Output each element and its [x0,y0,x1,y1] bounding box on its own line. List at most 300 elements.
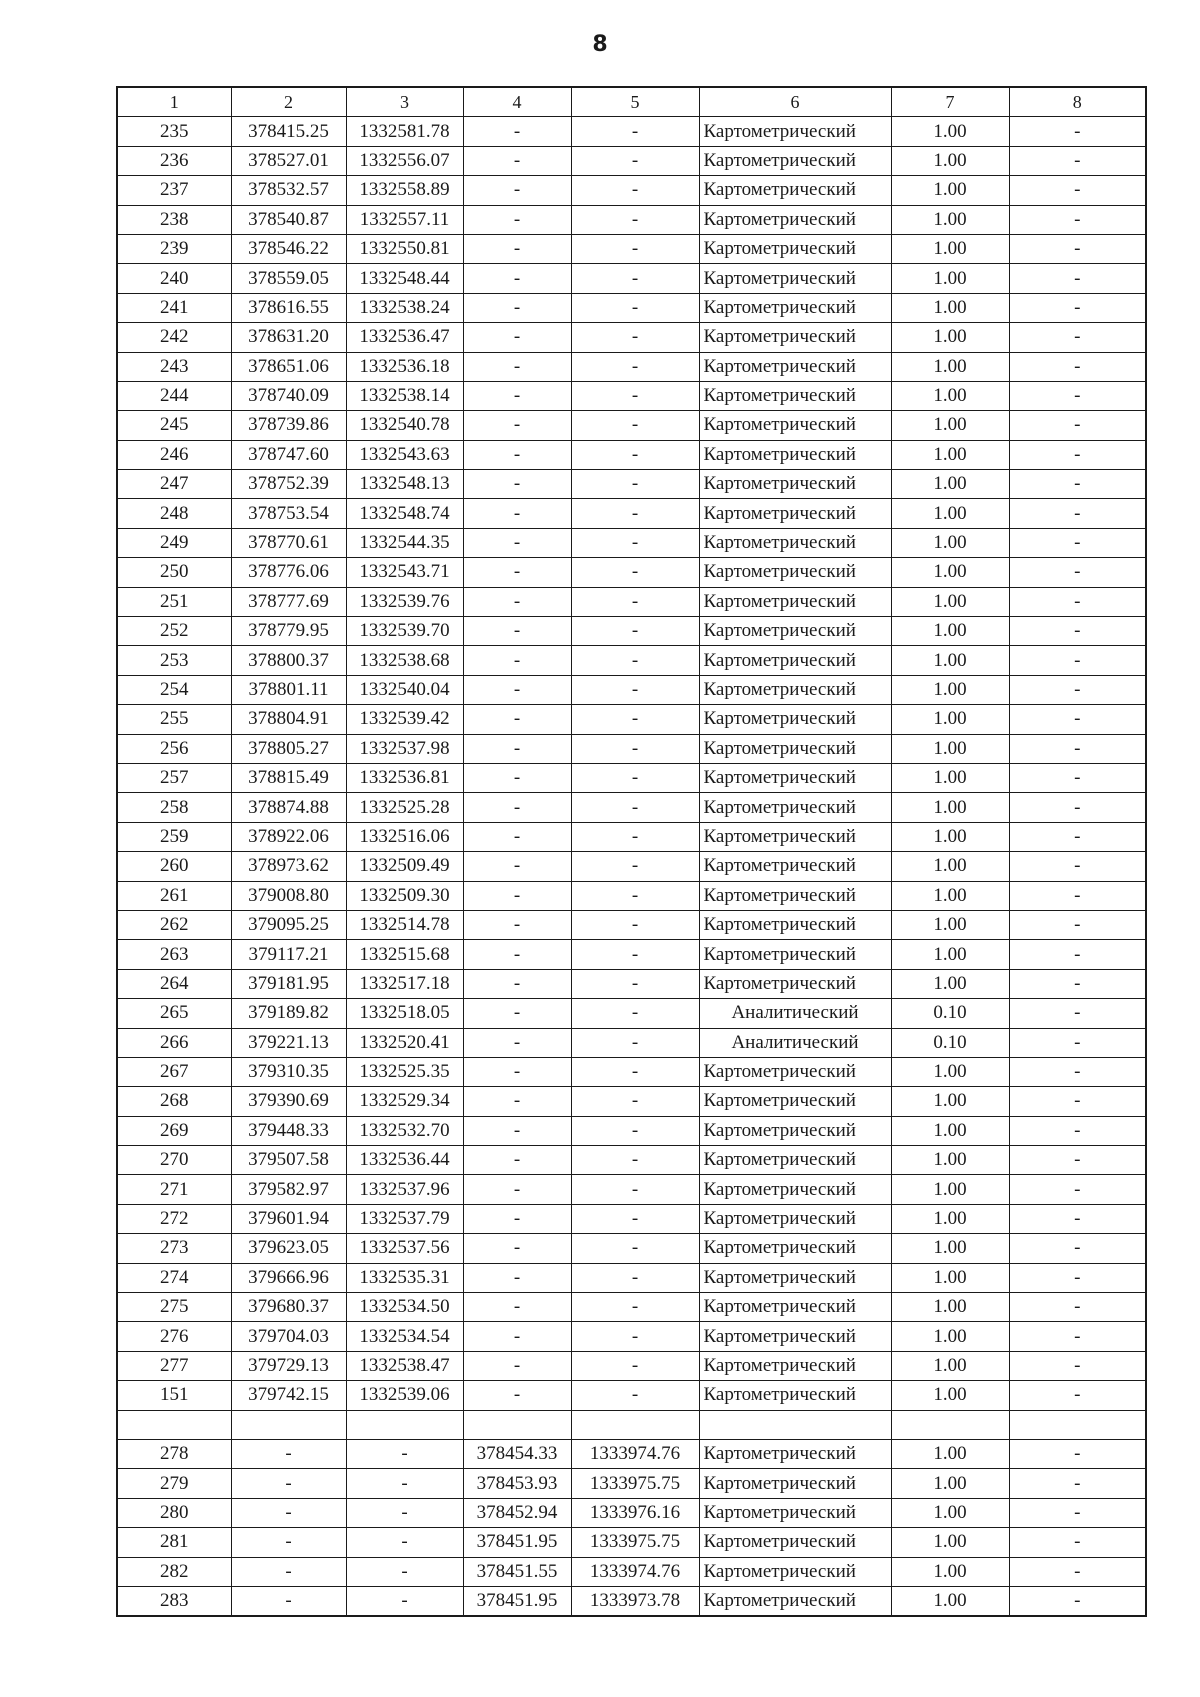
description-cell: - [1009,1322,1146,1351]
y-existing-cell: 1332536.44 [346,1146,463,1175]
table-row [117,940,1146,969]
point-number-cell: 270 [117,1146,231,1175]
description-cell: - [1009,470,1146,499]
x-existing-cell [231,1410,346,1439]
method-cell: Картометрический [699,293,891,322]
point-number-cell: 236 [117,146,231,175]
y-existing-cell: 1332538.24 [346,293,463,322]
point-number-cell: 251 [117,587,231,616]
accuracy-cell: 1.00 [891,146,1009,175]
y-new-cell: 1333973.78 [571,1586,699,1616]
table-row [117,264,1146,293]
y-existing-cell: 1332537.56 [346,1234,463,1263]
y-new-cell: - [571,705,699,734]
point-number-cell: 243 [117,352,231,381]
x-existing-cell: 379221.13 [231,1028,346,1057]
accuracy-cell: 1.00 [891,323,1009,352]
table-row [117,1557,1146,1586]
method-cell: Картометрический [699,1263,891,1292]
x-new-cell: - [463,234,571,263]
x-existing-cell: 379729.13 [231,1351,346,1380]
method-cell: Картометрический [699,176,891,205]
header-cell: 3 [346,87,463,117]
y-existing-cell: 1332536.18 [346,352,463,381]
x-new-cell: - [463,1381,571,1410]
x-existing-cell: 379310.35 [231,1057,346,1086]
point-number-cell: 258 [117,793,231,822]
method-cell [699,1410,891,1439]
accuracy-cell: 1.00 [891,910,1009,939]
y-existing-cell: 1332537.96 [346,1175,463,1204]
method-cell: Аналитический [699,999,891,1028]
method-cell: Картометрический [699,381,891,410]
x-new-cell: - [463,499,571,528]
x-new-cell: 378452.94 [463,1498,571,1527]
accuracy-cell: 1.00 [891,940,1009,969]
x-new-cell: - [463,1322,571,1351]
point-number-cell: 244 [117,381,231,410]
point-number-cell: 266 [117,1028,231,1057]
y-existing-cell: - [346,1586,463,1616]
x-existing-cell: 378616.55 [231,293,346,322]
accuracy-cell: 1.00 [891,352,1009,381]
table-row [117,705,1146,734]
y-new-cell: - [571,440,699,469]
accuracy-cell: 1.00 [891,1322,1009,1351]
table-row [117,763,1146,792]
accuracy-cell: 1.00 [891,1146,1009,1175]
table-row [117,1498,1146,1527]
y-new-cell: - [571,763,699,792]
x-new-cell: - [463,1293,571,1322]
y-existing-cell [346,1410,463,1439]
y-new-cell: - [571,499,699,528]
description-cell: - [1009,734,1146,763]
description-cell: - [1009,234,1146,263]
point-number-cell: 265 [117,999,231,1028]
method-cell: Картометрический [699,705,891,734]
x-existing-cell: 378651.06 [231,352,346,381]
point-number-cell: 278 [117,1439,231,1468]
table-row [117,1175,1146,1204]
x-existing-cell: 378805.27 [231,734,346,763]
method-cell: Картометрический [699,646,891,675]
accuracy-cell: 1.00 [891,234,1009,263]
x-new-cell: - [463,411,571,440]
x-new-cell: - [463,734,571,763]
method-cell: Картометрический [699,940,891,969]
y-existing-cell: 1332509.30 [346,881,463,910]
y-new-cell: - [571,1263,699,1292]
x-new-cell: - [463,793,571,822]
point-number-cell: 283 [117,1586,231,1616]
accuracy-cell: 1.00 [891,264,1009,293]
x-existing-cell: - [231,1469,346,1498]
x-existing-cell: 379666.96 [231,1263,346,1292]
y-new-cell: - [571,999,699,1028]
table-row [117,1263,1146,1292]
header-cell: 6 [699,87,891,117]
description-cell: - [1009,587,1146,616]
accuracy-cell: 0.10 [891,1028,1009,1057]
table-row [117,176,1146,205]
y-existing-cell: 1332534.50 [346,1293,463,1322]
y-existing-cell: 1332535.31 [346,1263,463,1292]
point-number-cell: 264 [117,969,231,998]
y-new-cell [571,1410,699,1439]
x-existing-cell: 378776.06 [231,558,346,587]
y-existing-cell: 1332514.78 [346,910,463,939]
point-number-cell: 267 [117,1057,231,1086]
x-existing-cell: 379601.94 [231,1204,346,1233]
accuracy-cell: 1.00 [891,822,1009,851]
table-row [117,1116,1146,1145]
table-row [117,910,1146,939]
page-number: 8 [592,32,608,57]
description-cell: - [1009,881,1146,910]
point-number-cell [117,1410,231,1439]
x-existing-cell: 378804.91 [231,705,346,734]
table-row [117,1439,1146,1468]
method-cell: Картометрический [699,411,891,440]
point-number-cell: 247 [117,470,231,499]
description-cell: - [1009,146,1146,175]
x-existing-cell: 378739.86 [231,411,346,440]
method-cell: Картометрический [699,587,891,616]
x-new-cell: 378454.33 [463,1439,571,1468]
point-number-cell: 255 [117,705,231,734]
description-cell: - [1009,940,1146,969]
point-number-cell: 248 [117,499,231,528]
point-number-cell: 237 [117,176,231,205]
accuracy-cell: 1.00 [891,1469,1009,1498]
accuracy-cell: 1.00 [891,617,1009,646]
accuracy-cell: 1.00 [891,293,1009,322]
x-new-cell: - [463,1146,571,1175]
point-number-cell: 261 [117,881,231,910]
y-new-cell: - [571,1057,699,1086]
description-cell: - [1009,440,1146,469]
description-cell: - [1009,1469,1146,1498]
point-number-cell: 275 [117,1293,231,1322]
y-existing-cell: - [346,1557,463,1586]
x-new-cell: - [463,881,571,910]
point-number-cell: 281 [117,1528,231,1557]
y-existing-cell: 1332509.49 [346,852,463,881]
header-cell: 4 [463,87,571,117]
x-new-cell: - [463,1204,571,1233]
y-existing-cell: 1332543.71 [346,558,463,587]
method-cell: Картометрический [699,234,891,263]
x-new-cell: - [463,675,571,704]
point-number-cell: 254 [117,675,231,704]
y-existing-cell: 1332529.34 [346,1087,463,1116]
x-existing-cell: 379095.25 [231,910,346,939]
y-new-cell: - [571,1204,699,1233]
point-number-cell: 239 [117,234,231,263]
accuracy-cell: 1.00 [891,205,1009,234]
y-new-cell: - [571,528,699,557]
description-cell: - [1009,646,1146,675]
x-existing-cell: 378740.09 [231,381,346,410]
method-cell: Картометрический [699,558,891,587]
table-row [117,617,1146,646]
y-existing-cell: - [346,1528,463,1557]
y-new-cell: - [571,470,699,499]
x-existing-cell: 379582.97 [231,1175,346,1204]
x-new-cell: - [463,910,571,939]
description-cell: - [1009,1351,1146,1380]
x-existing-cell: - [231,1557,346,1586]
method-cell: Аналитический [699,1028,891,1057]
y-existing-cell: 1332544.35 [346,528,463,557]
method-cell: Картометрический [699,323,891,352]
y-new-cell: - [571,1234,699,1263]
accuracy-cell: 1.00 [891,1439,1009,1468]
point-number-cell: 279 [117,1469,231,1498]
method-cell: Картометрический [699,470,891,499]
description-cell: - [1009,1087,1146,1116]
table-row [117,1410,1146,1439]
accuracy-cell: 1.00 [891,1351,1009,1380]
y-existing-cell: 1332536.81 [346,763,463,792]
accuracy-cell [891,1410,1009,1439]
header-cell: 8 [1009,87,1146,117]
description-cell: - [1009,763,1146,792]
x-existing-cell: 379623.05 [231,1234,346,1263]
table-row [117,411,1146,440]
x-existing-cell: - [231,1439,346,1468]
point-number-cell: 280 [117,1498,231,1527]
table-row [117,352,1146,381]
x-existing-cell: 378770.61 [231,528,346,557]
y-new-cell: - [571,940,699,969]
method-cell: Картометрический [699,763,891,792]
y-existing-cell: 1332532.70 [346,1116,463,1145]
x-existing-cell: 379390.69 [231,1087,346,1116]
table-header [117,87,1146,117]
x-new-cell: - [463,264,571,293]
y-new-cell: - [571,1293,699,1322]
method-cell: Картометрический [699,117,891,146]
x-existing-cell: 378747.60 [231,440,346,469]
x-new-cell: - [463,969,571,998]
x-existing-cell: 378753.54 [231,499,346,528]
point-number-cell: 242 [117,323,231,352]
x-existing-cell: 379181.95 [231,969,346,998]
x-existing-cell: 379507.58 [231,1146,346,1175]
point-number-cell: 151 [117,1381,231,1410]
point-number-cell: 252 [117,617,231,646]
description-cell [1009,1410,1146,1439]
accuracy-cell: 1.00 [891,1116,1009,1145]
point-number-cell: 241 [117,293,231,322]
description-cell: - [1009,793,1146,822]
x-existing-cell: 378874.88 [231,793,346,822]
y-new-cell: - [571,910,699,939]
y-new-cell: - [571,352,699,381]
x-new-cell: - [463,587,571,616]
description-cell: - [1009,1439,1146,1468]
accuracy-cell: 0.10 [891,999,1009,1028]
y-new-cell: - [571,381,699,410]
accuracy-cell: 1.00 [891,793,1009,822]
y-existing-cell: 1332534.54 [346,1322,463,1351]
description-cell: - [1009,1028,1146,1057]
point-number-cell: 238 [117,205,231,234]
method-cell: Картометрический [699,1351,891,1380]
y-existing-cell: 1332548.44 [346,264,463,293]
point-number-cell: 282 [117,1557,231,1586]
description-cell: - [1009,558,1146,587]
point-number-cell: 240 [117,264,231,293]
y-new-cell: - [571,1322,699,1351]
point-number-cell: 263 [117,940,231,969]
description-cell: - [1009,675,1146,704]
coordinates-table [116,86,1147,1617]
x-new-cell: - [463,558,571,587]
y-new-cell: - [571,734,699,763]
x-new-cell: - [463,440,571,469]
y-existing-cell: 1332525.28 [346,793,463,822]
y-new-cell: - [571,234,699,263]
x-existing-cell: 378546.22 [231,234,346,263]
table-row [117,969,1146,998]
table-row [117,1528,1146,1557]
method-cell: Картометрический [699,1439,891,1468]
accuracy-cell: 1.00 [891,1087,1009,1116]
method-cell: Картометрический [699,1234,891,1263]
x-new-cell: - [463,470,571,499]
point-number-cell: 268 [117,1087,231,1116]
x-new-cell: - [463,646,571,675]
description-cell: - [1009,1498,1146,1527]
y-new-cell: - [571,793,699,822]
accuracy-cell: 1.00 [891,499,1009,528]
accuracy-cell: 1.00 [891,587,1009,616]
x-new-cell: - [463,352,571,381]
method-cell: Картометрический [699,1528,891,1557]
x-new-cell: - [463,146,571,175]
method-cell: Картометрический [699,1175,891,1204]
table-row [117,528,1146,557]
table-row [117,675,1146,704]
y-existing-cell: 1332556.07 [346,146,463,175]
description-cell: - [1009,117,1146,146]
description-cell: - [1009,1116,1146,1145]
y-existing-cell: - [346,1498,463,1527]
description-cell: - [1009,1557,1146,1586]
description-cell: - [1009,1204,1146,1233]
accuracy-cell: 1.00 [891,646,1009,675]
x-existing-cell: 378777.69 [231,587,346,616]
table-row [117,822,1146,851]
method-cell: Картометрический [699,1586,891,1616]
point-number-cell: 256 [117,734,231,763]
accuracy-cell: 1.00 [891,1175,1009,1204]
table-row [117,323,1146,352]
y-new-cell: - [571,1116,699,1145]
description-cell: - [1009,1234,1146,1263]
x-existing-cell: 378779.95 [231,617,346,646]
accuracy-cell: 1.00 [891,1586,1009,1616]
y-new-cell: - [571,1351,699,1380]
point-number-cell: 276 [117,1322,231,1351]
y-new-cell: - [571,969,699,998]
x-new-cell: - [463,381,571,410]
description-cell: - [1009,1263,1146,1292]
accuracy-cell: 1.00 [891,440,1009,469]
table-row [117,1381,1146,1410]
table-row [117,999,1146,1028]
accuracy-cell: 1.00 [891,117,1009,146]
x-existing-cell: - [231,1586,346,1616]
y-existing-cell: 1332548.74 [346,499,463,528]
header-row [117,87,1146,117]
y-existing-cell: 1332518.05 [346,999,463,1028]
description-cell: - [1009,1528,1146,1557]
method-cell: Картометрический [699,1204,891,1233]
table-row [117,646,1146,675]
method-cell: Картометрический [699,822,891,851]
x-existing-cell: 378801.11 [231,675,346,704]
table-row [117,587,1146,616]
y-new-cell: 1333974.76 [571,1557,699,1586]
x-new-cell: - [463,117,571,146]
header-cell: 7 [891,87,1009,117]
description-cell: - [1009,499,1146,528]
table-row [117,499,1146,528]
description-cell: - [1009,705,1146,734]
point-number-cell: 260 [117,852,231,881]
x-existing-cell: 378922.06 [231,822,346,851]
y-existing-cell: - [346,1439,463,1468]
table-row [117,1469,1146,1498]
x-existing-cell: - [231,1528,346,1557]
x-new-cell: - [463,1028,571,1057]
y-existing-cell: 1332548.13 [346,470,463,499]
y-new-cell: - [571,646,699,675]
header-cell: 1 [117,87,231,117]
x-new-cell: - [463,1351,571,1380]
y-existing-cell: 1332539.06 [346,1381,463,1410]
x-existing-cell: - [231,1498,346,1527]
description-cell: - [1009,528,1146,557]
table-row [117,440,1146,469]
x-new-cell: - [463,1087,571,1116]
y-new-cell: - [571,323,699,352]
accuracy-cell: 1.00 [891,1204,1009,1233]
method-cell: Картометрический [699,205,891,234]
y-existing-cell: 1332537.79 [346,1204,463,1233]
y-existing-cell: 1332525.35 [346,1057,463,1086]
point-number-cell: 253 [117,646,231,675]
accuracy-cell: 1.00 [891,852,1009,881]
y-new-cell: - [571,1175,699,1204]
y-new-cell: - [571,617,699,646]
y-new-cell: - [571,1028,699,1057]
x-new-cell: - [463,293,571,322]
accuracy-cell: 1.00 [891,705,1009,734]
description-cell: - [1009,352,1146,381]
x-existing-cell: 378815.49 [231,763,346,792]
y-new-cell: - [571,1146,699,1175]
x-new-cell: - [463,176,571,205]
y-existing-cell: 1332543.63 [346,440,463,469]
method-cell: Картометрический [699,910,891,939]
accuracy-cell: 1.00 [891,1057,1009,1086]
x-existing-cell: 378532.57 [231,176,346,205]
